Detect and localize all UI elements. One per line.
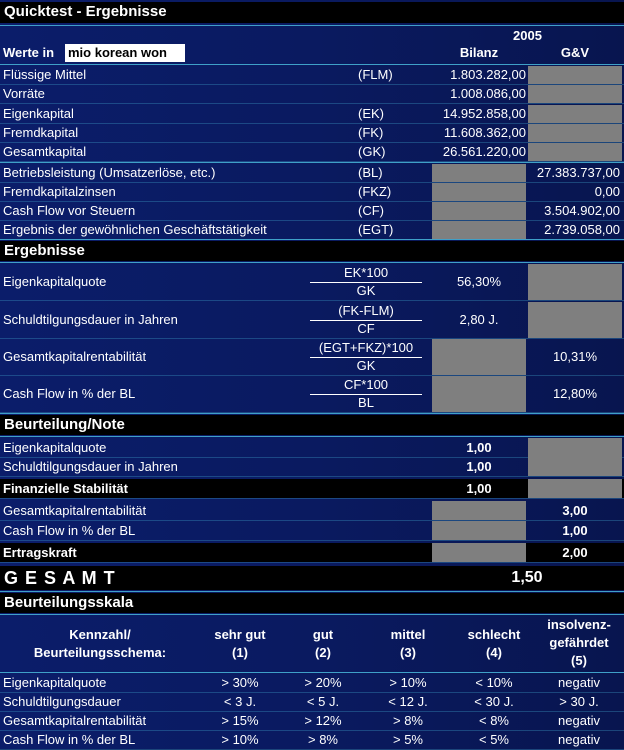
formula (310, 302, 422, 338)
row-abbr: (FKZ) (358, 184, 392, 199)
row-label: Gesamtkapitalrentabilität (3, 349, 147, 364)
pl-row (0, 221, 624, 239)
skala-head-1-label: sehr gut (214, 627, 266, 642)
row-abbr: (FLM) (358, 67, 393, 82)
skala-head-3-grade: (3) (400, 645, 416, 660)
ergebnis-row (0, 302, 624, 338)
skala-head-2-grade: (2) (315, 645, 331, 660)
row-abbr (358, 85, 418, 103)
balance-row (0, 143, 624, 161)
skala-grade-2-threshold: > 20% (304, 675, 342, 690)
guv-value: 10,31% (552, 349, 598, 364)
row-label: Cash Flow vor Steuern (3, 203, 136, 218)
skala-grade-5-threshold: negativ (558, 732, 600, 747)
row-label: Flüssige Mittel (3, 67, 87, 82)
bilanz-value: 2,80 J. (459, 312, 499, 327)
skala-header (0, 593, 624, 613)
skala-grade-4-threshold: < 30 J. (474, 694, 514, 709)
pl-row (0, 164, 624, 182)
formula-denominator: BL (358, 395, 374, 410)
bilanz-header: Bilanz (459, 45, 499, 60)
formula-denominator: GK (356, 358, 376, 373)
bilanz-value: 26.561.220,00 (442, 144, 526, 159)
formula-numerator: EK*100 (343, 265, 389, 280)
skala-row (0, 674, 624, 692)
skala-grade-1-threshold: > 10% (221, 732, 259, 747)
guv-grade: 2,00 (562, 545, 588, 560)
row-abbr: (GK) (358, 144, 386, 159)
row-divider (0, 562, 624, 563)
title-bar (0, 2, 624, 23)
skala-head-4-label: schlecht (467, 627, 521, 642)
row-label: Fremdkapitalzinsen (3, 184, 116, 199)
guv-value: 2.739.058,00 (544, 222, 620, 237)
bilanz-value: 56,30% (456, 274, 502, 289)
beurteilung-row (0, 543, 624, 562)
bilanz-grade: 1,00 (466, 459, 492, 474)
currency-input[interactable]: mio korean won (65, 44, 185, 62)
guv-grade: 1,00 (562, 523, 588, 538)
row-abbr: (CF) (358, 203, 384, 218)
skala-grade-5-threshold: negativ (558, 713, 600, 728)
skala-row (0, 731, 624, 749)
row-divider (0, 103, 624, 104)
row-divider (0, 300, 624, 301)
skala-grade-4-threshold: < 10% (475, 675, 513, 690)
row-divider (0, 498, 624, 499)
balance-row (0, 66, 624, 84)
ergebnisse-title: Ergebnisse (4, 242, 85, 259)
formula-denominator: GK (356, 283, 376, 298)
skala-row (0, 693, 624, 711)
guv-empty-cell (528, 264, 622, 300)
beurteilung-row (0, 457, 624, 476)
row-label: Betriebsleistung (Umsatzerlöse, etc.) (3, 165, 216, 180)
skala-head-5-grade: (5) (571, 653, 587, 668)
skala-grade-3-threshold: > 5% (393, 732, 423, 747)
page-title: Quicktest - Ergebnisse (4, 3, 167, 20)
ergebnis-row (0, 339, 624, 375)
beurteilung-row (0, 521, 624, 540)
skala-grade-2-threshold: > 12% (304, 713, 342, 728)
bilanz-value: 14.952.858,00 (442, 106, 526, 121)
skala-title: Beurteilungsskala (4, 594, 134, 611)
row-label: Schuldtilgungsdauer in Jahren (3, 459, 178, 474)
beurteilung-row (0, 479, 624, 498)
bilanz-empty-cell (432, 501, 526, 520)
skala-head-kennzahl: Kennzahl/ (69, 627, 131, 642)
units-row (0, 43, 624, 63)
row-label: Cash Flow in % der BL (3, 523, 136, 538)
skala-row (0, 712, 624, 730)
row-label: Fremdkapital (3, 125, 79, 140)
row-label: Vorräte (3, 86, 45, 101)
bilanz-empty-cell (432, 339, 526, 375)
skala-head-1-grade: (1) (232, 645, 248, 660)
balance-row (0, 124, 624, 142)
ergebnisse-header (0, 241, 624, 261)
skala-head-5-label-a: insolvenz- (547, 617, 611, 632)
skala-grade-1-threshold: > 30% (221, 675, 259, 690)
bilanz-empty-cell (432, 543, 526, 562)
formula (310, 376, 422, 412)
row-abbr: (EK) (358, 106, 384, 121)
row-label: Gesamtkapitalrentabilität (3, 713, 147, 728)
skala-grade-5-threshold: negativ (558, 675, 600, 690)
bilanz-grade: 1,00 (466, 440, 492, 455)
skala-head-5-label-b: gefährdet (549, 635, 609, 650)
row-label: Cash Flow in % der BL (3, 732, 136, 747)
skala-grade-1-threshold: > 15% (221, 713, 259, 728)
bilanz-empty-cell (432, 521, 526, 540)
bilanz-empty-cell (432, 183, 526, 201)
bilanz-empty-cell (432, 164, 526, 182)
beurteilung-row (0, 501, 624, 520)
gesamt-row (0, 566, 624, 590)
row-label: Eigenkapital (3, 106, 74, 121)
guv-header: G&V (560, 45, 590, 60)
guv-empty-cell (528, 457, 622, 476)
beurteilung-title: Beurteilung/Note (4, 416, 125, 433)
skala-grade-3-threshold: > 8% (393, 713, 423, 728)
bilanz-empty-cell (432, 221, 526, 239)
row-divider (0, 540, 624, 541)
skala-grade-3-threshold: < 12 J. (388, 694, 428, 709)
row-label: Eigenkapitalquote (3, 675, 107, 690)
guv-empty-cell (528, 124, 622, 142)
skala-grade-1-threshold: < 3 J. (223, 694, 257, 709)
row-abbr: (BL) (358, 165, 383, 180)
skala-grade-4-threshold: < 5% (479, 732, 509, 747)
row-label: Gesamtkapitalrentabilität (3, 503, 147, 518)
formula-numerator: (EGT+FKZ)*100 (318, 340, 414, 355)
balance-row (0, 105, 624, 123)
guv-empty-cell (528, 66, 622, 84)
skala-head-3-label: mittel (390, 627, 426, 642)
bilanz-value: 1.803.282,00 (450, 67, 526, 82)
bilanz-value: 11.608.362,00 (443, 125, 526, 140)
pl-row (0, 202, 624, 220)
bilanz-empty-cell (432, 202, 526, 220)
ergebnis-row (0, 264, 624, 300)
row-label: Eigenkapitalquote (3, 274, 107, 289)
bilanz-grade: 1,00 (466, 481, 492, 496)
formula-denominator: CF (357, 321, 375, 336)
guv-value: 0,00 (594, 184, 620, 199)
formula-numerator: (FK-FLM) (338, 303, 394, 318)
row-abbr: (EGT) (358, 222, 394, 237)
guv-empty-cell (528, 143, 622, 161)
skala-grade-2-threshold: > 8% (308, 732, 338, 747)
bilanz-empty-cell (432, 376, 526, 412)
row-label: Finanzielle Stabilität (3, 481, 128, 496)
guv-value: 12,80% (552, 386, 598, 401)
formula (310, 339, 422, 375)
formula (310, 264, 422, 300)
guv-empty-cell (528, 105, 622, 123)
gesamt-label: G E S A M T (4, 568, 116, 588)
skala-grade-2-threshold: < 5 J. (306, 694, 340, 709)
skala-grade-3-threshold: > 10% (389, 675, 427, 690)
skala-column-header (0, 617, 624, 671)
guv-empty-cell (528, 85, 622, 103)
row-label: Schuldtilgungsdauer (3, 694, 121, 709)
skala-head-4-grade: (4) (486, 645, 502, 660)
skala-head-2-label: gut (312, 627, 334, 642)
guv-value: 3.504.902,00 (544, 203, 620, 218)
guv-empty-cell (528, 438, 622, 457)
skala-head-schema: Beurteilungsschema: (33, 645, 167, 660)
units-label: Werte in (3, 45, 55, 60)
row-label: Ertragskraft (3, 545, 77, 560)
row-label: Eigenkapitalquote (3, 440, 107, 455)
guv-empty-cell (528, 302, 622, 338)
guv-value: 27.383.737,00 (536, 165, 620, 180)
row-label: Schuldtilgungsdauer in Jahren (3, 312, 178, 327)
row-label: Cash Flow in % der BL (3, 386, 136, 401)
row-label: Ergebnis der gewöhnlichen Geschäftstätigkeit (3, 222, 267, 237)
beurteilung-row (0, 438, 624, 457)
beurteilung-header (0, 415, 624, 435)
balance-row (0, 85, 624, 103)
guv-empty-cell (528, 479, 622, 498)
guv-grade: 3,00 (562, 503, 588, 518)
ergebnis-row (0, 376, 624, 412)
skala-grade-5-threshold: > 30 J. (559, 694, 599, 709)
skala-grade-4-threshold: < 8% (479, 713, 509, 728)
formula-numerator: CF*100 (343, 377, 389, 392)
bilanz-value: 1.008.086,00 (450, 86, 526, 101)
gesamt-value: 1,50 (511, 569, 543, 586)
row-abbr: (FK) (358, 125, 384, 140)
pl-row (0, 183, 624, 201)
year-label: 2005 (513, 28, 542, 43)
row-label: Gesamtkapital (3, 144, 87, 159)
row-divider (0, 476, 624, 477)
